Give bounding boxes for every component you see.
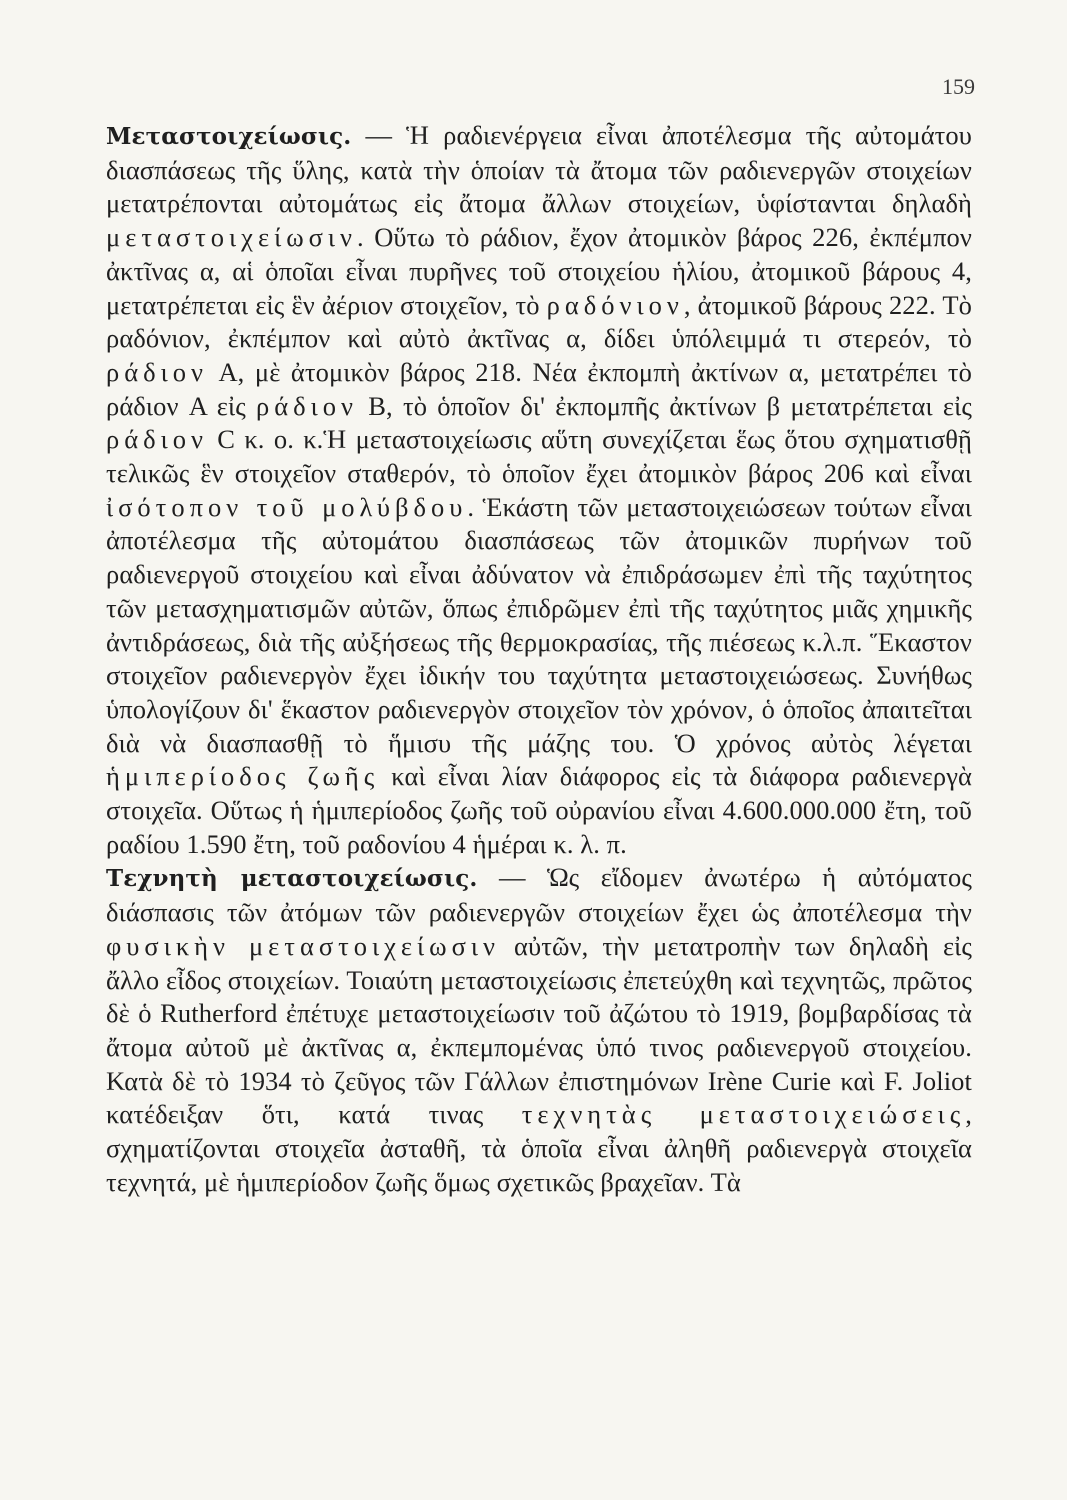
text-run: , σχηματίζονται στοιχεῖα ἀσταθῆ, τὰ ὁποῖα εἶναι ἀληθῆ ραδιενεργὰ στοιχεῖα τεχνητά, μὲ ἡμιπερίοδον ζωῆς ὅμως σχετικῶς βραχεῖαν. Τὰ bbox=[106, 1099, 972, 1197]
text-run: . Οὕτω τὸ ράδιον, ἔχον ἀτομικὸν βάρος 226, ἐκπέμπον ἀκτῖνας α, αἱ ὁποῖαι εἶναι πυρῆνες τοῦ στοιχείου ἡλίου, ἀτομικοῦ βάρους 4, μετατρέπεται εἰς ἓν ἀέριον στοιχεῖον, τὸ bbox=[106, 222, 972, 320]
text-run: — Ὡς εἴδομεν ἀνωτέρω ἡ αὐτόματος διάσπασις τῶν ἀτόμων τῶν ραδιενεργῶν στοιχείων ἔχει ὡς ἀποτέλεσμα τὴν bbox=[106, 862, 972, 928]
text-run: αὐτῶν, τὴν μετατροπὴν των δηλαδὴ εἰς ἄλλο εἶδος στοιχείων. Τοιαύτη μεταστοιχείωσις ἐπετεύχθη καὶ τεχνητῶς, πρῶτος δὲ ὁ Rutherford ἐπέτυχε μεταστοιχείωσιν τοῦ ἀζώτου τὸ 1919, βομβαρδίσας τὰ ἄτομα αὐτοῦ μὲ ἀκτῖνας α, ἐκπεμπομένας ὑπό τινος ραδιενεργοῦ στοιχείου. Κατὰ δὲ τὸ 1934 τὸ ζεῦγος τῶν Γάλλων ἐπιστημόνων Irène Curie καὶ F. Joliot κατέδειξαν ὅτι, κατά τινας bbox=[106, 930, 972, 1130]
spaced-term: ράδιον bbox=[106, 356, 208, 387]
spaced-term: ράδιον bbox=[256, 390, 359, 421]
text-run: A, μὲ ἀτομικὸν βάρος 218. Νέα ἐκπομπὴ ἀκτίνων α, μετατρέπει τὸ ράδιον A εἰς bbox=[106, 356, 972, 421]
body-text bbox=[106, 119, 972, 1200]
spaced-term: ράδιον bbox=[106, 424, 208, 455]
spaced-term: ἰσότοπον τοῦ μολύβδου bbox=[106, 491, 468, 522]
text-run: B, τὸ ὁποῖον δι' ἐκπομπῆς ἀκτίνων β μετατρέπεται εἰς bbox=[358, 390, 972, 421]
page-number: 159 bbox=[942, 74, 975, 99]
paragraph-artificial-transmutation bbox=[106, 861, 972, 1199]
text-run: C κ. ο. κ.Ἡ μεταστοιχείωσις αὕτη συνεχίζεται ἕως ὅτου σχηματισθῇ τελικῶς ἓν στοιχεῖον σταθερόν, τὸ ὁποῖον ἔχει ἀτομικὸν βάρος 206 καὶ εἶναι bbox=[106, 424, 972, 489]
section-heading: Τεχνητὴ μεταστοιχείωσις. bbox=[106, 865, 478, 893]
paragraph-transmutation bbox=[106, 119, 972, 861]
spaced-term: ραδόνιον bbox=[546, 289, 684, 320]
text-run: . Ἑκάστη τῶν μεταστοιχειώσεων τούτων εἶναι ἀποτέλεσμα τῆς αὐτομάτου διασπάσεως τῶν ἀτομικῶν πυρήνων τοῦ ραδιενεργοῦ στοιχείου καὶ εἶναι ἀδύνατον νὰ ἐπιδράσωμεν ἐπὶ τῆς ταχύτητος τῶν μετασχηματισμῶν αὐτῶν, ὅπως ἐπιδρῶμεν ἐπὶ τῆς ταχύτητος μιᾶς χημικῆς ἀντιδράσεως, διὰ τῆς αὐξήσεως τῆς θερμοκρασίας, τῆς πιέσεως κ.λ.π. Ἕκαστον στοιχεῖον ραδιενεργὸν ἔχει ἰδικήν του ταχύτητα μεταστοιχειώσεως. Συνήθως ὑπολογίζουν δι' ἕκαστον ραδιενεργὸν στοιχεῖον τὸν χρόνον, ὁ ὁποῖος ἀπαιτεῖται διὰ νὰ διασπασθῇ τὸ ἥμισυ τῆς μάζης του. Ὁ χρόνος αὐτὸς λέγεται bbox=[106, 491, 972, 758]
text-run: καὶ εἶναι λίαν διάφορος εἰς τὰ διάφορα ραδιενεργὰ στοιχεῖα. Οὕτως ἡ ἡμιπερίοδος ζωῆς τοῦ οὐρανίου εἶναι 4.600.000.000 ἔτη, τοῦ ραδίου 1.590 ἔτη, τοῦ ραδονίου 4 ἡμέραι κ. λ. π. bbox=[106, 761, 972, 859]
spaced-term: φυσικὴν μεταστοιχείωσιν bbox=[106, 930, 501, 961]
spaced-term: τεχνητὰς μεταστοιχειώσεις bbox=[521, 1099, 966, 1130]
text-run: , ἀτομικοῦ βάρους 222. Τὸ ραδόνιον, ἐκπέμπον καὶ αὐτὸ ἀκτῖνας α, δίδει ὑπόλειμμά τι στερεόν, τὸ bbox=[106, 289, 972, 354]
spaced-term: ἡμιπερίοδος ζωῆς bbox=[106, 761, 380, 792]
section-heading: Μεταστοιχείωσις. bbox=[106, 123, 352, 150]
text-run: — Ἡ ραδιενέργεια εἶναι ἀποτέλεσμα τῆς αὐτομάτου διασπάσεως τῆς ὕλης, κατὰ τὴν ὁποίαν τὰ ἄτομα τῶν ραδιενεργῶν στοιχείων μετατρέπονται αὐτομάτως εἰς ἄτομα ἄλλων στοιχείων, ὑφίστανται δηλαδὴ bbox=[106, 120, 972, 219]
spaced-term: μεταστοιχείωσιν bbox=[106, 222, 358, 253]
